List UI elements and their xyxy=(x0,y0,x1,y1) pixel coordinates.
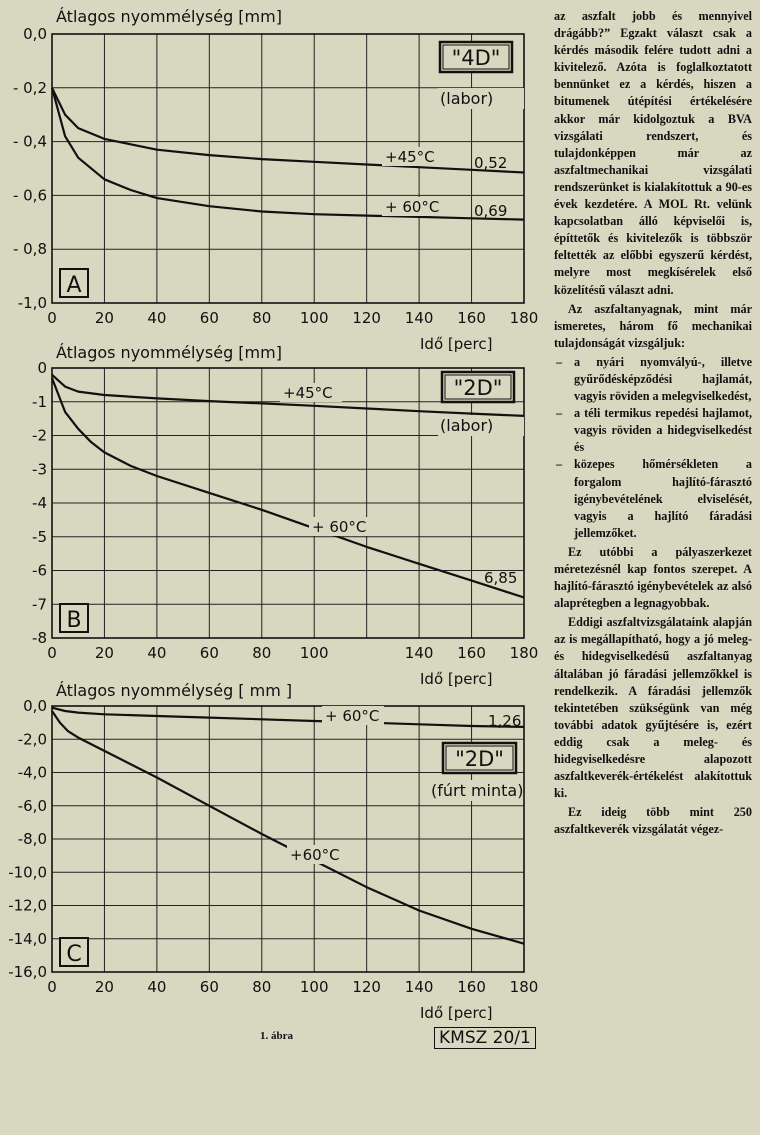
x-tick-label: 140 xyxy=(404,309,434,327)
article-paragraph: Ez ideig több mint 250 aszfaltkeverék vizsgálatát végez- xyxy=(554,805,752,837)
panel-letter: A xyxy=(66,273,82,298)
y-tick-label: -6,0 xyxy=(17,796,47,815)
chart-panel-C xyxy=(8,681,538,1022)
x-tick-label: 60 xyxy=(199,309,219,327)
test-type-label: "2D" xyxy=(455,747,504,771)
panel-letter: C xyxy=(66,942,82,967)
y-axis-title: Átlagos nyommélység [mm] xyxy=(56,7,282,26)
x-tick-label: 80 xyxy=(252,644,272,662)
y-tick-label: -5 xyxy=(32,527,47,546)
panel-letter: B xyxy=(66,608,82,633)
sample-type-label: (fúrt minta) xyxy=(431,781,524,800)
x-tick-label: 20 xyxy=(94,309,114,327)
series-label: +45°C xyxy=(283,384,333,402)
figure-code: KMSZ 20/1 xyxy=(434,1027,536,1049)
y-tick-label: -6 xyxy=(32,561,47,580)
series-label: +45°C xyxy=(385,148,435,166)
x-tick-label: 80 xyxy=(252,309,272,327)
y-tick-label: 0 xyxy=(37,359,47,377)
article-paragraph: Az aszfaltanyagnak, mint már ismeretes, három fő mechanikai tulajdonságát vizsgáljuk: xyxy=(554,301,752,350)
y-tick-label: -1,0 xyxy=(17,294,47,312)
y-tick-label: -14,0 xyxy=(8,929,47,948)
x-tick-label: 160 xyxy=(457,309,486,327)
series-label: +60°C xyxy=(290,846,340,864)
x-tick-label: 20 xyxy=(94,644,114,662)
x-tick-label: 60 xyxy=(199,644,219,662)
y-tick-label: -4,0 xyxy=(17,763,47,782)
y-tick-label: - 0,8 xyxy=(12,240,47,259)
x-tick-label: 180 xyxy=(509,978,539,996)
x-tick-label: 120 xyxy=(352,978,381,996)
test-type-label: "4D" xyxy=(451,46,501,70)
y-tick-label: -3 xyxy=(32,460,47,479)
y-axis-title: Átlagos nyommélység [mm] xyxy=(56,343,282,362)
y-tick-label: - 0,4 xyxy=(12,132,47,151)
article-paragraph: az aszfalt jobb és mennyivel drágább?” Egzakt választ csak a kérdés második felére tudott adni a kivitelező. Azóta is foglalkoztatott bennünket ez a kérdés, hiszen a bitumenek útépítési értékelésére akkor már kidolgoztuk a BVA vizsgálati rendszert, és tulajdonképpen már az aszfaltmechanikai vizsgálati rendszerünket is kialakítottuk a 90-es évek kezdetére. A MOL Rt. velünk kapcsolatban álló képviselői is, építtetők és kivitelezők is többször feltették az előbbi egyszerű kérdést, melyre most megkísérelek első közelítésű választ adni. xyxy=(554,9,752,297)
list-item: – közepes hőmérsékleten a forgalom hajlító-fárasztó igénybevételének elviselését, vagyis a hajlító fáradási jellemzőket. xyxy=(554,456,752,541)
y-tick-label: 0,0 xyxy=(23,25,47,43)
end-value-label: 1,26 xyxy=(488,712,522,730)
y-tick-label: - 0,2 xyxy=(12,78,47,97)
chart-panel-A xyxy=(13,7,538,353)
test-type-label: "2D" xyxy=(453,376,503,400)
list-item: – a téli termikus repedési hajlamot, vagyis röviden a hidegviselkedést és xyxy=(554,405,752,456)
sample-type-label: (labor) xyxy=(440,416,494,435)
series-label: + 60°C xyxy=(325,707,380,725)
x-tick-label: 0 xyxy=(47,644,57,662)
x-tick-label: 0 xyxy=(47,978,57,996)
x-tick-label: 160 xyxy=(457,978,486,996)
list-item: – a nyári nyomvályú-, illetve gyűrődésképződési hajlamát, vagyis röviden a melegviselkedést, xyxy=(554,354,752,405)
x-tick-label: 120 xyxy=(352,309,381,327)
x-axis-title: Idő [perc] xyxy=(420,335,493,353)
x-tick-label: 40 xyxy=(147,309,167,327)
y-tick-label: -16,0 xyxy=(8,963,47,981)
y-tick-label: -8 xyxy=(32,629,47,647)
sample-type-label: (labor) xyxy=(440,89,494,108)
x-tick-label: 40 xyxy=(147,644,167,662)
x-tick-label: 80 xyxy=(252,978,272,996)
article-text-column xyxy=(554,8,752,841)
x-tick-label: 100 xyxy=(299,309,329,327)
y-tick-label: - 0,6 xyxy=(12,186,47,205)
y-axis-title: Átlagos nyommélység [ mm ] xyxy=(56,681,293,700)
y-tick-label: -7 xyxy=(32,595,47,614)
end-value-label: 6,85 xyxy=(484,569,518,587)
end-value-label: 0,69 xyxy=(474,202,508,220)
x-tick-label: 100 xyxy=(299,978,329,996)
x-tick-label: 140 xyxy=(404,644,434,662)
x-axis-title: Idő [perc] xyxy=(420,1004,493,1022)
x-tick-label: 100 xyxy=(299,644,329,662)
y-tick-label: -4 xyxy=(32,494,47,512)
y-tick-label: -10,0 xyxy=(8,863,47,882)
x-tick-label: 40 xyxy=(147,978,167,996)
y-tick-label: -12,0 xyxy=(8,896,47,915)
end-value-label: 0,52 xyxy=(474,154,508,172)
x-tick-label: 140 xyxy=(404,978,434,996)
property-list xyxy=(554,354,752,542)
series-label: + 60°C xyxy=(385,198,440,216)
y-tick-label: -8,0 xyxy=(17,830,47,848)
x-axis-title: Idő [perc] xyxy=(420,670,493,688)
series-line xyxy=(52,378,524,597)
y-tick-label: -2,0 xyxy=(17,730,47,749)
y-tick-label: -1 xyxy=(32,392,47,411)
x-tick-label: 160 xyxy=(457,644,486,662)
x-tick-label: 60 xyxy=(199,978,219,996)
y-tick-label: -2 xyxy=(32,426,47,445)
y-tick-label: 0,0 xyxy=(23,697,47,715)
chart-panel-B xyxy=(32,343,538,688)
article-paragraph: Ez utóbbi a pályaszerkezet méretezésnél kap fontos szerepet. A hajlító-fárasztó igénybevételek az alsó alaprétegben a legnagyobbak. xyxy=(554,544,752,611)
x-tick-label: 180 xyxy=(509,644,539,662)
x-tick-label: 180 xyxy=(509,309,539,327)
article-paragraph: Eddigi aszfaltvizsgálataink alapján az is megállapítható, hogy a jó meleg- és hidegviselkedésű aszfaltanyag általában jó fáradási jellemzőkkel is rendelkezik. A fáradási jellemzők tekintetében szükségünk van még további adatok gyűjtésére is, ezért eddig csak a meleg- és hidegviselkedésre alapozott aszfaltkeverék-értékelést alakítottuk ki. xyxy=(554,615,752,801)
x-tick-label: 20 xyxy=(94,978,114,996)
figure-caption: 1. ábra xyxy=(260,1030,293,1042)
series-label: + 60°C xyxy=(312,518,367,536)
x-tick-label: 0 xyxy=(47,309,57,327)
series-line xyxy=(52,708,524,727)
